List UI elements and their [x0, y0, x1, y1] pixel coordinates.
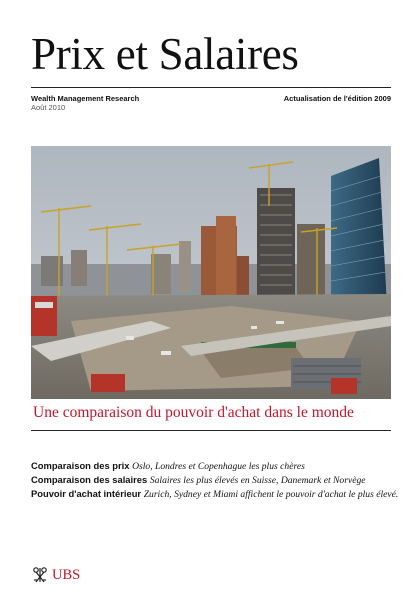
edition-note: Actualisation de l'édition 2009 [283, 94, 391, 103]
finding-text: Zurich, Sydney et Miami affichent le pouvoir d'achat le plus élevé. [143, 489, 399, 500]
subtitle-rule [31, 430, 391, 431]
finding-text: Salaires les plus élevés en Suisse, Danemark et Norvège [149, 475, 366, 486]
finding-label: Comparaison des prix [31, 460, 130, 471]
department: Wealth Management Research [31, 94, 140, 103]
title-rule [31, 87, 391, 88]
meta-left [31, 94, 139, 112]
finding-label: Comparaison des salaires [31, 474, 148, 485]
finding-text: Oslo, Londres et Copenhague les plus chères [132, 461, 305, 472]
cover-photo [31, 146, 391, 399]
cover-subtitle: Une comparaison du pouvoir d'achat dans le monde [33, 404, 354, 421]
finding-purchasing-power [31, 487, 406, 501]
finding-prices [31, 459, 406, 473]
key-findings [31, 459, 406, 501]
finding-salaries [31, 473, 406, 487]
publication-date: Août 2010 [31, 103, 66, 112]
finding-label: Pouvoir d'achat intérieur [31, 488, 142, 499]
ubs-logo [31, 566, 80, 584]
ubs-keys-icon [31, 566, 49, 584]
brand-name: UBS [52, 566, 81, 583]
cover-title: Prix et Salaires [31, 29, 299, 79]
